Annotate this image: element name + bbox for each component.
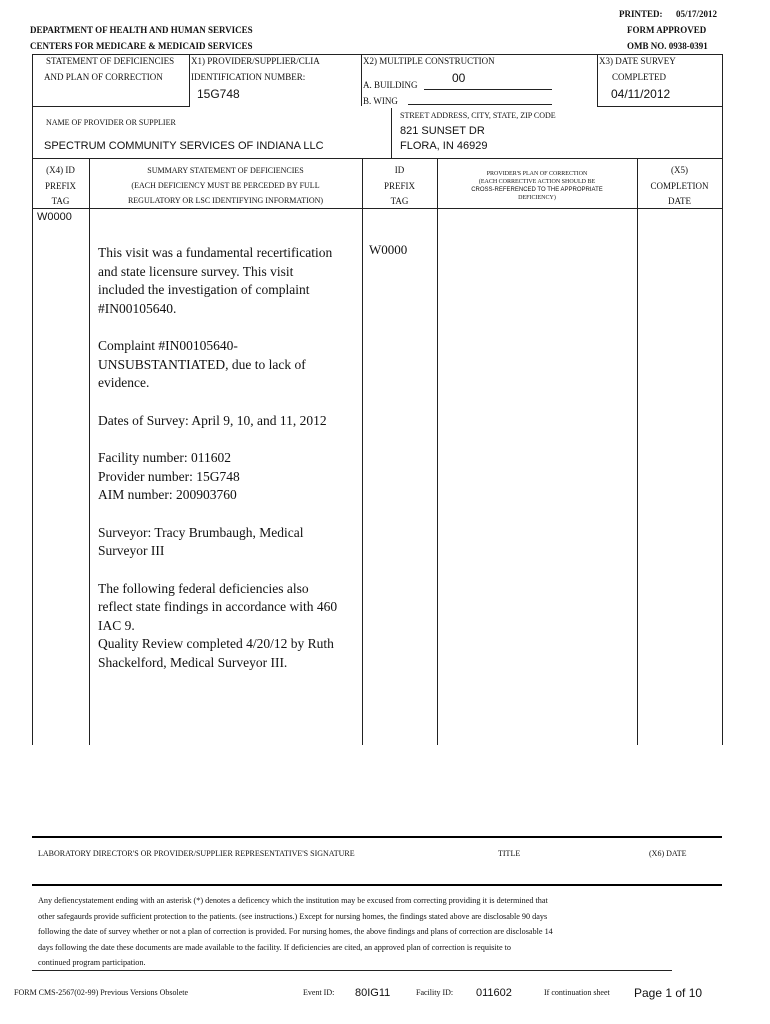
plan-header-4: DEFICIENCY) <box>518 195 556 201</box>
event-id-label: Event ID: <box>303 988 335 997</box>
footnote-bottom-rule <box>32 970 672 971</box>
building-underline <box>424 89 552 90</box>
col-x4-divider <box>89 158 90 745</box>
x5-header-2: COMPLETION <box>650 181 709 191</box>
x4-header-1: (X4) ID <box>46 165 75 175</box>
centers-title: CENTERS FOR MEDICARE & MEDICAID SERVICES <box>30 41 253 51</box>
plan-header-3: CROSS-REFERENCED TO THE APPROPRIATE <box>471 187 603 193</box>
provider-row-left-border <box>32 106 33 158</box>
signature-bottom-border <box>32 884 722 886</box>
box-right-border <box>722 54 723 158</box>
date-label: (X6) DATE <box>649 849 687 858</box>
summary-paragraph: The following federal deficiencies also reflect state findings in accordance with 460 IAC 9. Quality Review completed 4/20/12 by Ruth Shackelford, Medical Surveyor III. <box>98 580 338 670</box>
form-approved: FORM APPROVED <box>627 25 707 35</box>
summary-paragraph: Facility number: 011602 Provider number: 15G748 AIM number: 200903760 <box>98 450 240 502</box>
summary-paragraph: Complaint #IN00105640-UNSUBSTANTIATED, due to lack of evidence. <box>98 338 306 390</box>
plan-header-2: (EACH CORRECTIVE ACTION SHOULD BE <box>478 179 596 185</box>
event-id-value: 80IG11 <box>355 987 391 999</box>
column-header-bottom-border <box>32 208 722 209</box>
address-label: STREET ADDRESS, CITY, STATE, ZIP CODE <box>400 111 556 120</box>
address-line-1: 821 SUNSET DR <box>400 125 485 137</box>
provider-name-value: SPECTRUM COMMUNITY SERVICES OF INDIANA LLC <box>44 140 324 152</box>
summary-text <box>98 244 343 691</box>
tag-right: W0000 <box>369 242 408 257</box>
footnote-line: other safegaurds provide sufficient protection to the patients. (see instructions.) Except for nursing homes, the findings stated above are disclosable 90 days <box>38 911 548 921</box>
continuation-label: If continuation sheet <box>544 988 610 997</box>
x4-header-3: TAG <box>51 196 70 206</box>
facility-id-value: 011602 <box>476 987 512 999</box>
id-header-2: PREFIX <box>383 181 415 191</box>
provider-name-label: NAME OF PROVIDER OR SUPPLIER <box>46 118 176 127</box>
printed-date: 05/17/2012 <box>676 9 718 19</box>
content-left-border <box>32 158 33 745</box>
box3-divider <box>597 54 598 106</box>
x2-label: X2) MULTIPLE CONSTRUCTION <box>363 56 495 66</box>
form-number: FORM CMS-2567(02-99) Previous Versions Obsolete <box>14 988 189 997</box>
footnote-line: continued program participation. <box>38 958 146 967</box>
x5-header-1: (X5) <box>671 165 688 175</box>
col-plan-divider <box>637 158 638 745</box>
title-label: TITLE <box>498 849 521 858</box>
building-value: 00 <box>452 71 466 85</box>
footnote <box>38 893 708 971</box>
provider-row-bottom-border <box>32 158 722 159</box>
address-line-2: FLORA, IN 46929 <box>400 140 488 152</box>
statement-label-1: STATEMENT OF DEFICIENCIES <box>46 56 175 66</box>
summary-paragraph: This visit was a fundamental recertification and state licensure survey. This visit included the investigation of complaint #IN00105640. <box>98 245 333 316</box>
top-box-top-border <box>32 54 722 55</box>
summary-header-1: SUMMARY STATEMENT OF DEFICIENCIES <box>147 166 304 175</box>
signature-top-border <box>32 836 722 838</box>
content-right-border <box>722 158 723 745</box>
col-summary-divider <box>362 158 363 745</box>
department-title: DEPARTMENT OF HEALTH AND HUMAN SERVICES <box>30 25 253 35</box>
survey-date-value: 04/11/2012 <box>611 87 671 101</box>
box-left-border <box>32 54 33 106</box>
col-id-divider <box>437 158 438 745</box>
omb-number: OMB NO. 0938-0391 <box>627 41 708 51</box>
box1-bottom-border <box>32 106 190 107</box>
plan-header-1: PROVIDER'S PLAN OF CORRECTION <box>486 171 588 177</box>
summary-header-2: (EACH DEFICIENCY MUST BE PERCEDED BY FULL <box>131 181 320 190</box>
provider-id-value: 15G748 <box>197 87 240 101</box>
x4-header-2: PREFIX <box>44 181 76 191</box>
summary-header-3: REGULATORY OR LSC IDENTIFYING INFORMATION) <box>127 196 324 205</box>
summary-paragraph: Surveyor: Tracy Brumbaugh, Medical Surveyor III <box>98 524 304 558</box>
box1-divider <box>189 54 190 106</box>
footnote-line: days following the date these documents are made available to the facility. If deficiencies are cited, an approved plan of correction is requisite to <box>38 942 512 952</box>
id-header-1: ID <box>394 165 405 175</box>
x5-header-3: DATE <box>668 196 691 206</box>
printed-label: PRINTED: <box>619 9 663 19</box>
x1-label-2: IDENTIFICATION NUMBER: <box>191 72 306 82</box>
box2-divider <box>361 54 362 106</box>
x3-label-2: COMPLETED <box>612 72 666 82</box>
summary-paragraph: Dates of Survey: April 9, 10, and 11, 2012 <box>98 412 327 428</box>
tag-left: W0000 <box>37 211 72 223</box>
facility-id-label: Facility ID: <box>416 988 454 997</box>
wing-label: B. WING <box>363 96 398 106</box>
signature-label: LABORATORY DIRECTOR'S OR PROVIDER/SUPPLIER REPRESENTATIVE'S SIGNATURE <box>38 849 355 858</box>
footnote-line: following the date of survey whether or not a plan of correction is provided. For nursing homes, the above findings and plans of correction are disclosable 14 <box>38 927 553 936</box>
x1-label: X1) PROVIDER/SUPPLIER/CLIA <box>191 56 320 66</box>
box3-bottom-border <box>597 106 722 107</box>
footnote-line: Any defiencystatement ending with an asterisk (*) denotes a deficency which the institution may be excused from correcting providing it is determined that <box>38 896 548 905</box>
id-header-3: TAG <box>390 196 409 206</box>
provider-row-divider <box>391 108 392 158</box>
page-number: Page 1 of 10 <box>634 986 703 1000</box>
x3-label: X3) DATE SURVEY <box>599 56 676 66</box>
wing-underline <box>408 104 552 105</box>
building-label: A. BUILDING <box>363 80 418 90</box>
statement-label-2: AND PLAN OF CORRECTION <box>44 72 163 82</box>
